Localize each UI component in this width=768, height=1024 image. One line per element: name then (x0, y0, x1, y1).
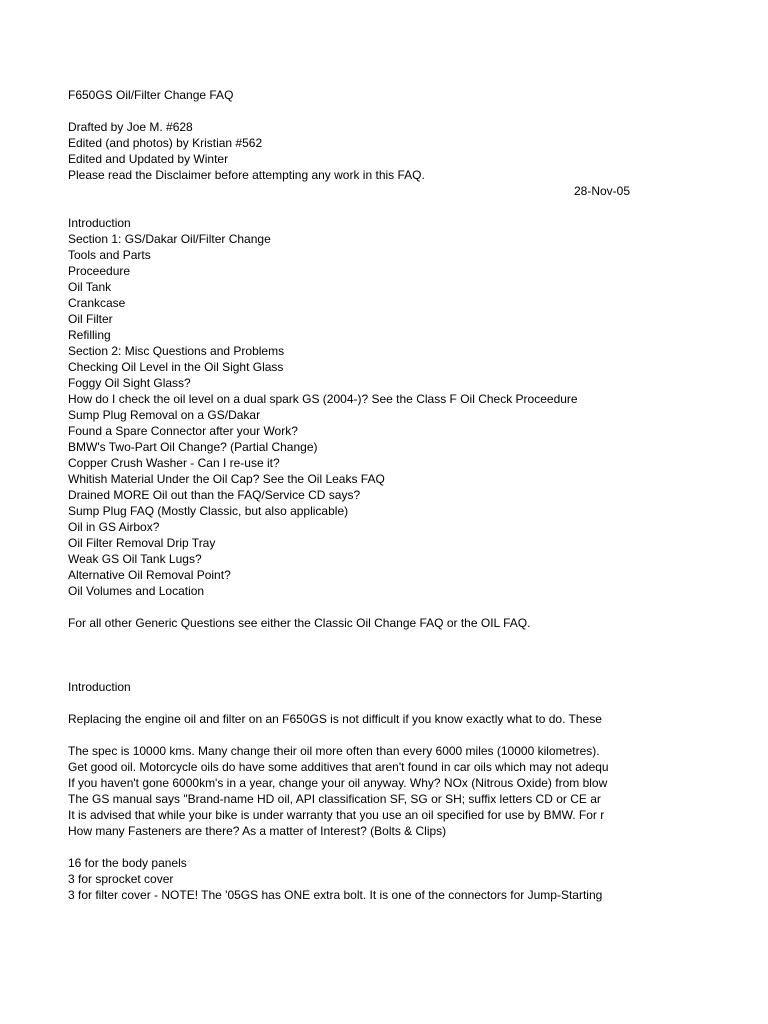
doc-date: 28-Nov-05 (573, 184, 630, 198)
toc-item: Found a Spare Connector after your Work? (68, 424, 298, 438)
toc-item: Sump Plug FAQ (Mostly Classic, but also applicable) (68, 504, 349, 518)
spec-line: The spec is 10000 kms. Many change their oil more often than every 6000 miles (10000 kilometres). (68, 744, 600, 758)
credit-line: Edited (and photos) by Kristian #562 (68, 136, 263, 150)
spec-line: The GS manual says "Brand-name HD oil, API classification SF, SG or SH; suffix letters CD or CE ar (68, 792, 601, 806)
spec-line: If you haven't gone 6000km's in a year, change your oil anyway. Why? NOx (Nitrous Oxide) from blow (68, 776, 608, 790)
toc-item: Oil Volumes and Location (68, 584, 205, 598)
toc-item: Tools and Parts (68, 248, 151, 262)
credit-line: Edited and Updated by Winter (68, 152, 229, 166)
toc-item: Crankcase (68, 296, 126, 310)
table-of-contents (68, 215, 630, 599)
toc-item: Section 2: Misc Questions and Problems (68, 344, 285, 358)
toc-item: Sump Plug Removal on a GS/Dakar (68, 408, 261, 422)
toc-item: Section 1: GS/Dakar Oil/Filter Change (68, 232, 271, 246)
spec-line: How many Fasteners are there? As a matter of Interest? (Bolts & Clips) (68, 824, 447, 838)
toc-item: Whitish Material Under the Oil Cap? See the Oil Leaks FAQ (68, 472, 385, 486)
doc-title: F650GS Oil/Filter Change FAQ (68, 88, 234, 102)
toc-item: Checking Oil Level in the Oil Sight Glass (68, 360, 284, 374)
disclaimer-line: Please read the Disclaimer before attempting any work in this FAQ. (68, 168, 425, 182)
toc-item: Proceedure (68, 264, 131, 278)
toc-item: Oil in GS Airbox? (68, 520, 160, 534)
toc-item: Oil Filter (68, 312, 113, 326)
fastener-line: 3 for sprocket cover (68, 872, 174, 886)
toc-item: Copper Crush Washer - Can I re-use it? (68, 456, 280, 470)
toc-item: Alternative Oil Removal Point? (68, 568, 231, 582)
toc-item: How do I check the oil level on a dual spark GS (2004-)? See the Class F Oil Check Proceedure (68, 392, 578, 406)
generic-note: For all other Generic Questions see either the Classic Oil Change FAQ or the OIL FAQ. (68, 616, 531, 630)
toc-item: BMW's Two-Part Oil Change? (Partial Change) (68, 440, 318, 454)
credit-line: Drafted by Joe M. #628 (68, 120, 193, 134)
intro-paragraph: Replacing the engine oil and filter on an F650GS is not difficult if you know exactly what to do. These (68, 712, 602, 726)
intro-heading: Introduction (68, 680, 131, 694)
toc-item: Oil Tank (68, 280, 112, 294)
fastener-line: 3 for filter cover - NOTE! The '05GS has ONE extra bolt. It is one of the connectors for Jump-Starting (68, 888, 603, 902)
toc-item: Weak GS Oil Tank Lugs? (68, 552, 202, 566)
fastener-line: 16 for the body panels (68, 856, 187, 870)
document-sheet (68, 87, 630, 907)
toc-item: Foggy Oil Sight Glass? (68, 376, 191, 390)
spec-line: Get good oil. Motorcycle oils do have some additives that aren't found in car oils which may not adequ (68, 760, 609, 774)
toc-item: Refilling (68, 328, 111, 342)
toc-item: Drained MORE Oil out than the FAQ/Service CD says? (68, 488, 361, 502)
spec-line: It is advised that while your bike is under warranty that you use an oil specified for use by BMW. For r (68, 808, 605, 822)
toc-item: Oil Filter Removal Drip Tray (68, 536, 216, 550)
toc-item: Introduction (68, 216, 131, 230)
